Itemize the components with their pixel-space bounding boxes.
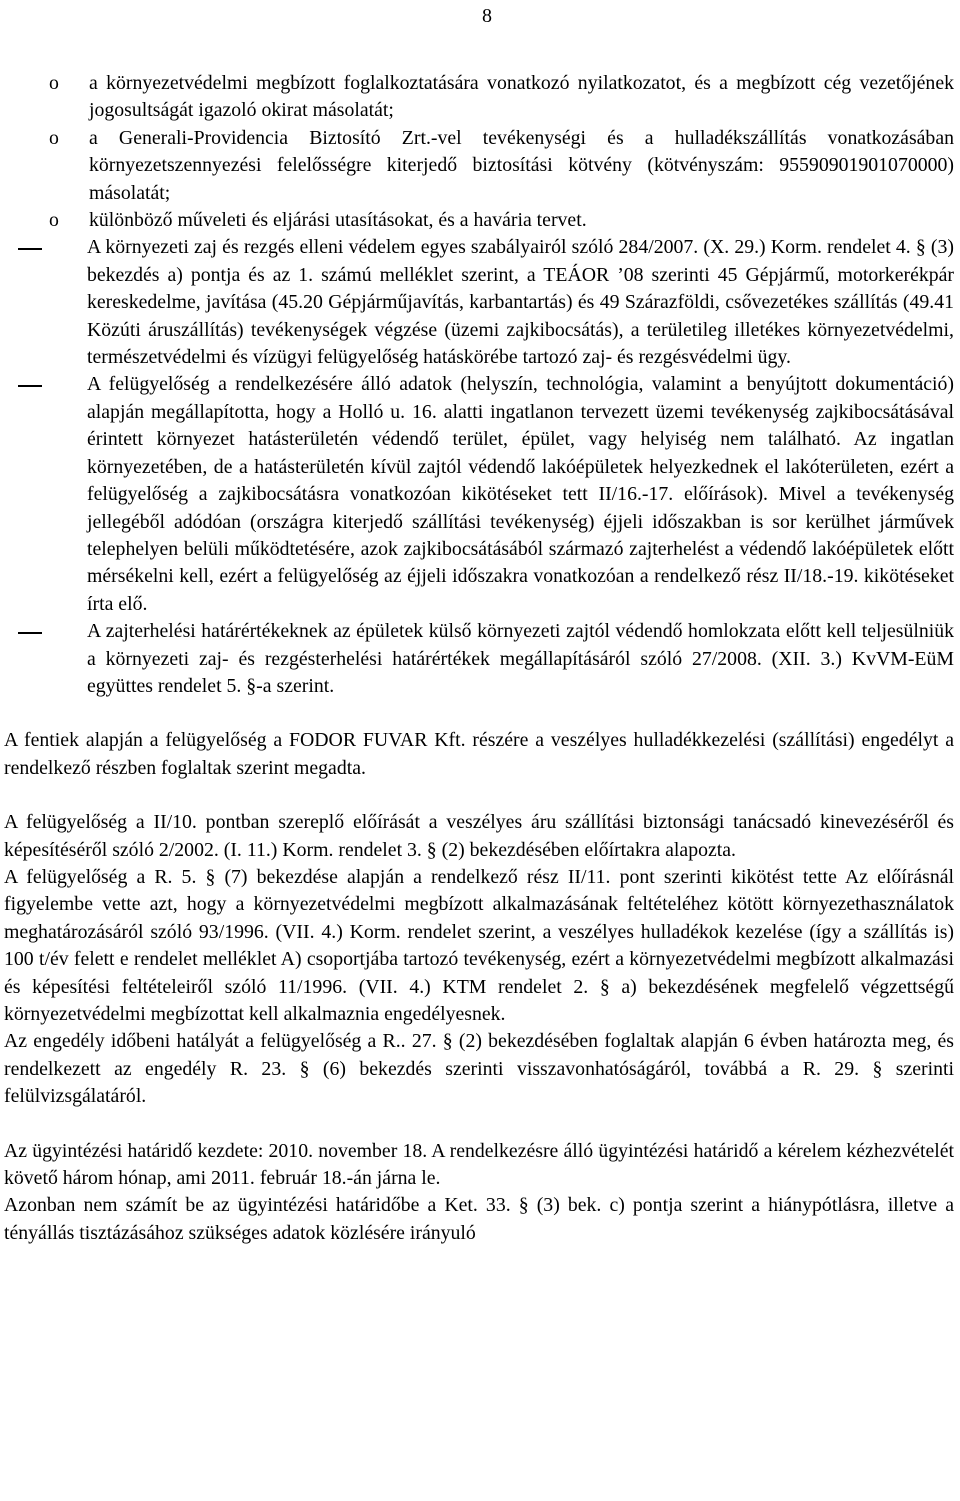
dash-marker: [18, 385, 42, 387]
dash-list-item: [4, 234, 954, 371]
spacer: [4, 700, 954, 727]
list-item: [49, 207, 954, 234]
paragraph-deadline: Az ügyintézési határidő kezdete: 2010. november 18. A rendelkezésre álló ügyintézési határidő a kérelem kézhezvételét követő három hónap, ami 2011. február 18.-án járna le.: [4, 1139, 954, 1190]
list-item-text: különböző műveleti és eljárási utasításokat, és a havária tervet.: [89, 209, 587, 232]
bullet-marker: o: [49, 209, 59, 232]
dash-item-text: A környezeti zaj és rezgés elleni védelem egyes szabályairól szóló 284/2007. (X. 29.) Korm. rendelet 4. § (3) bekezdés a) pontja és az 1. számú melléklet szerint, a TEÁOR ’08 szerinti 45 Gépjármű, motorkerékpár kereskedelme, javítása (45.20 Gépjárműjavítás, karbantartás) és 49 Szárazföldi, csővezetékes szállítás (49.41 Közúti áruszállítás) tevékenységek végzése (üzemi zajkibocsátás), a területileg illetékes környezetvédelmi, természetvédelmi és vízügyi felügyelőség hatáskörébe tartozó zaj- és rezgésvédelmi ügy.: [87, 236, 954, 369]
document-body: [4, 70, 954, 1247]
dash-marker: [18, 632, 42, 634]
dash-item-text: A felügyelőség a rendelkezésére álló adatok (helyszín, technológia, valamint a benyújtott dokumentáció) alapján megállapította, hogy a Holló u. 16. alatti ingatlanon tervezett üzemi tevékenység zajkibocsátásával érintett környezet hatásterületén védendő terület, épület, vagy helyiség nem található. Az ingatlan környezetében, de a hatásterületén kívül zajtól védendő lakóépületek helyezkednek el lakóterületen, ezért a felügyelőség a zajkibocsátásra vonatkozóan kikötéseket tett II/16.-17. előírások). Mivel a tevékenység jellegéből adódóan (országra kiterjedő szállítási tevékenység) éjjeli időszakban is sor kerülhet járművek telephelyen belüli működtetésére, azok zajkibocsátásából származó zajterhelést a védendő lakóépületek előtt mérsékelni kell, ezért a felügyelőség az éjjeli időszakra vonatkozóan a rendelkező rész II/18.-19. kikötéseket írta elő.: [87, 373, 954, 615]
bullet-marker: o: [49, 72, 59, 94]
paragraph-validity: Az engedély időbeni hatályát a felügyelőség a R.. 27. § (2) bekezdésében foglaltak alapján 6 évben határozta meg, és rendelkezett az engedély R. 23. § (6) bekezdés szerinti visszavonhatóságáról, továbbá a R. 29. § szerinti felülvizsgálatáról.: [4, 1030, 954, 1108]
spacer: [4, 782, 954, 809]
list-item: [49, 125, 954, 207]
paragraph-env-officer: A felügyelőség a R. 5. § (7) bekezdése alapján a rendelkező rész II/11. pont szerinti kikötést tette Az előírásnál figyelembe vette azt, hogy a környezetvédelmi megbízott alkalmazásának feltételéhez kötött környezethasználatok meghatározásáról szóló 93/1996. (VII. 4.) Korm. rendelet szerint, a veszélyes hulladékok kezelése (így a szállítás is) 100 t/év felett e rendelet melléklet A) csoportjába tartozó tevékenység, ezért a környezetvédelmi megbízott alkalmazási és képesítési feltételeiről szóló 11/1996. (VII. 4.) KTM rendelet 2. § a) bekezdésének megfelelő végzettségű környezetvédelmi megbízottat kell alkalmaznia engedélyesnek.: [4, 865, 954, 1025]
list-item-text: a Generali-Providencia Biztosító Zrt.-vel tevékenységi és a hulladékszállítás vonatkozásában környezetszennyezési felelősségre kiterjedő biztosítási kötvény (kötvényszám: 95590901901070000) másolatát;: [89, 126, 954, 204]
paragraph-safety-advisor: A felügyelőség a II/10. pontban szereplő előírását a veszélyes áru szállítási biztonsági tanácsadó kinevezéséről és képesítéséről szóló 2/2002. (I. 11.) Korm. rendelet 3. § (2) bekezdésében előírtakra alapozta.: [4, 811, 954, 861]
dash-item-text: A zajterhelési határértékeknek az épületek külső környezeti zajtól védendő homlokzata előtt kell teljesülniük a környezeti zaj- és rezgésterhelési határértékek megállapításáról szóló 27/2008. (XII. 3.) KvVM-EüM együttes rendelet 5. §-a szerint.: [87, 620, 954, 697]
bullet-marker: o: [49, 126, 59, 149]
spacer: [4, 1111, 954, 1138]
list-item-text: a környezetvédelmi megbízott foglalkoztatására vonatkozó nyilatkozatot, és a megbízott cég vezetőjének jogosultságát igazoló okirat másolatát;: [89, 72, 954, 122]
dash-marker: [18, 248, 42, 250]
list-item: [49, 70, 954, 125]
paragraph-deadline-exception: Azonban nem számít be az ügyintézési határidőbe a Ket. 33. § (3) bek. c) pontja szerint a hiánypótlásra, illetve a tényállás tisztázásához szükséges adatok közlésére irányuló: [4, 1194, 954, 1244]
page-number: 8: [482, 5, 492, 27]
dash-list-item: [4, 371, 954, 618]
paragraph-conclusion: A fentiek alapján a felügyelőség a FODOR FUVAR Kft. részére a veszélyes hulladékkezelési (szállítási) engedélyt a rendelkező részben foglaltak szerint megadta.: [4, 729, 954, 779]
dash-list-item: [4, 618, 954, 700]
